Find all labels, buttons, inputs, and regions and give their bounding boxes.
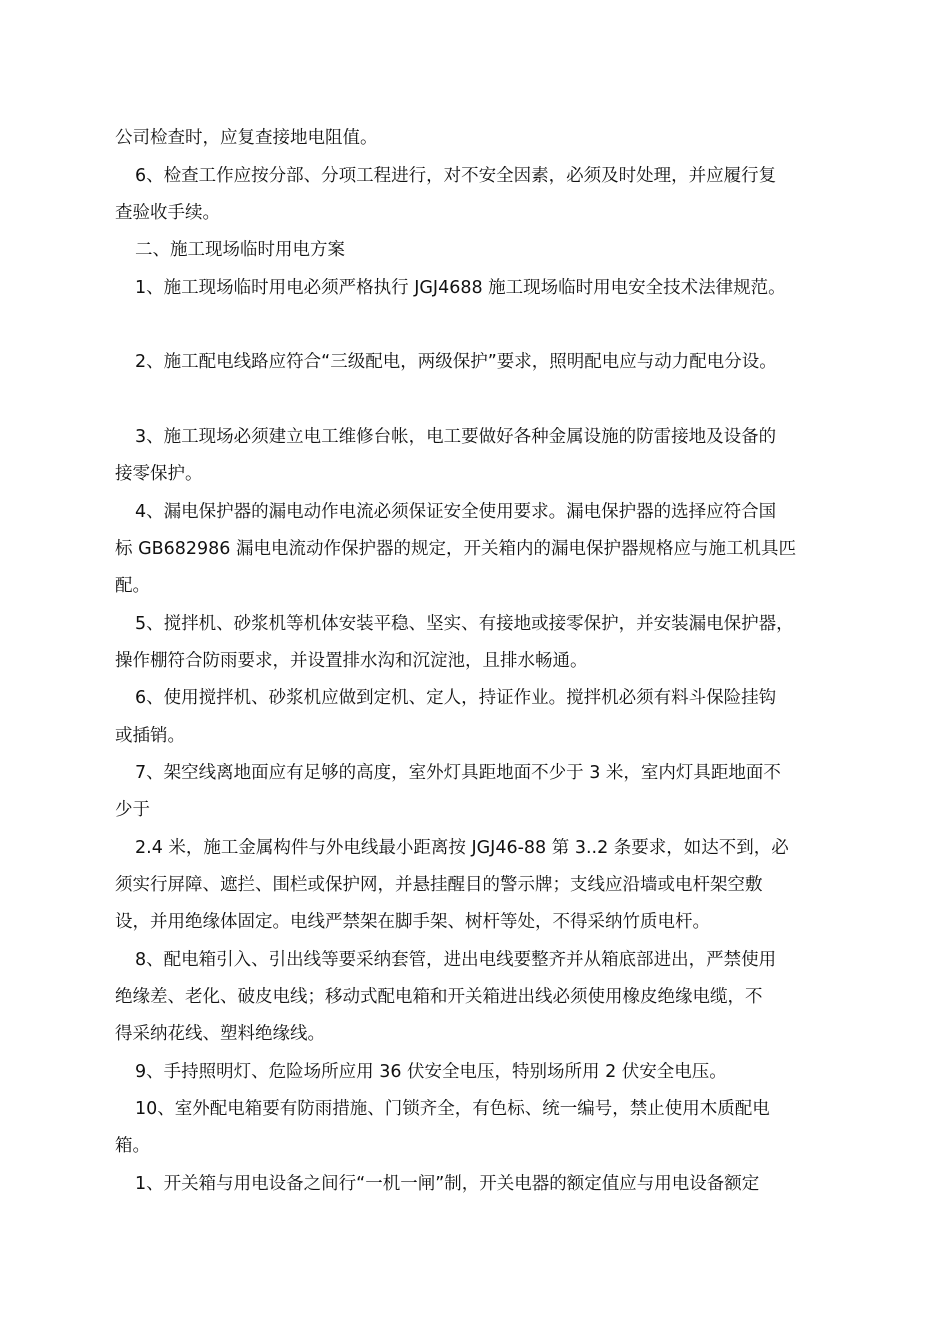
text-line: 1、开关箱与用电设备之间行“一机一闸”制，开关电器的额定值应与用电设备额定 [135, 1174, 760, 1194]
text-line: 须实行屏障、遮拦、围栏或保护网，并悬挂醒目的警示牌；支线应沿墙或电杆架空敷 [115, 875, 763, 895]
text-line: 得采纳花线、塑料绝缘线。 [115, 1024, 325, 1044]
text-line: 5、搅拌机、砂浆机等机体安装平稳、坚实、有接地或接零保护，并安装漏电保护器， [135, 614, 794, 634]
text-line: 少于 [115, 800, 150, 820]
text-line: 绝缘差、老化、破皮电线；移动式配电箱和开关箱进出线必须使用橡皮绝缘电缆，不 [115, 987, 763, 1007]
text-line: 4、漏电保护器的漏电动作电流必须保证安全使用要求。漏电保护器的选择应符合国 [135, 502, 777, 522]
text-line: 2.4 米，施工金属构件与外电线最小距离按 JGJ46-88 第 3..2 条要求，如达不到，必 [135, 838, 789, 858]
text-line: 操作棚符合防雨要求，并设置排水沟和沉淀池，且排水畅通。 [115, 651, 588, 671]
text-line: 配。 [115, 576, 150, 596]
text-line: 6、使用搅拌机、砂浆机应做到定机、定人，持证作业。搅拌机必须有料斗保险挂钩 [135, 688, 777, 708]
text-line: 8、配电箱引入、引出线等要采纳套管，进出电线要整齐并从箱底部进出，严禁使用 [135, 950, 777, 970]
text-line: 3、施工现场必须建立电工维修台帐，电工要做好各种金属设施的防雷接地及设备的 [135, 427, 777, 447]
text-line: 接零保护。 [115, 464, 203, 484]
text-line: 设，并用绝缘体固定。电线严禁架在脚手架、树杆等处，不得采纳竹质电杆。 [115, 912, 710, 932]
text-line: 10、室外配电箱要有防雨措施、门锁齐全，有色标、统一编号，禁止使用木质配电 [135, 1099, 770, 1119]
text-line: 7、架空线离地面应有足够的高度，室外灯具距地面不少于 3 米，室内灯具距地面不 [135, 763, 781, 783]
text-line: 箱。 [115, 1136, 150, 1156]
text-line: 公司检查时，应复查接地电阻值。 [115, 128, 378, 148]
text-line: 标 GB682986 漏电电流动作保护器的规定，开关箱内的漏电保护器规格应与施工机具匹 [115, 539, 796, 559]
text-line: 查验收手续。 [115, 203, 220, 223]
text-line: 9、手持照明灯、危险场所应用 36 伏安全电压，特别场所用 2 伏安全电压。 [135, 1062, 727, 1082]
text-line: 1、施工现场临时用电必须严格执行 JGJ4688 施工现场临时用电安全技术法律规范。 [135, 278, 786, 298]
text-line: 2、施工配电线路应符合“三级配电，两级保护”要求，照明配电应与动力配电分设。 [135, 352, 777, 372]
text-line: 6、检查工作应按分部、分项工程进行，对不安全因素，必须及时处理，并应履行复 [135, 166, 777, 186]
section-heading: 二、施工现场临时用电方案 [135, 240, 345, 260]
text-line: 或插销。 [115, 726, 185, 746]
